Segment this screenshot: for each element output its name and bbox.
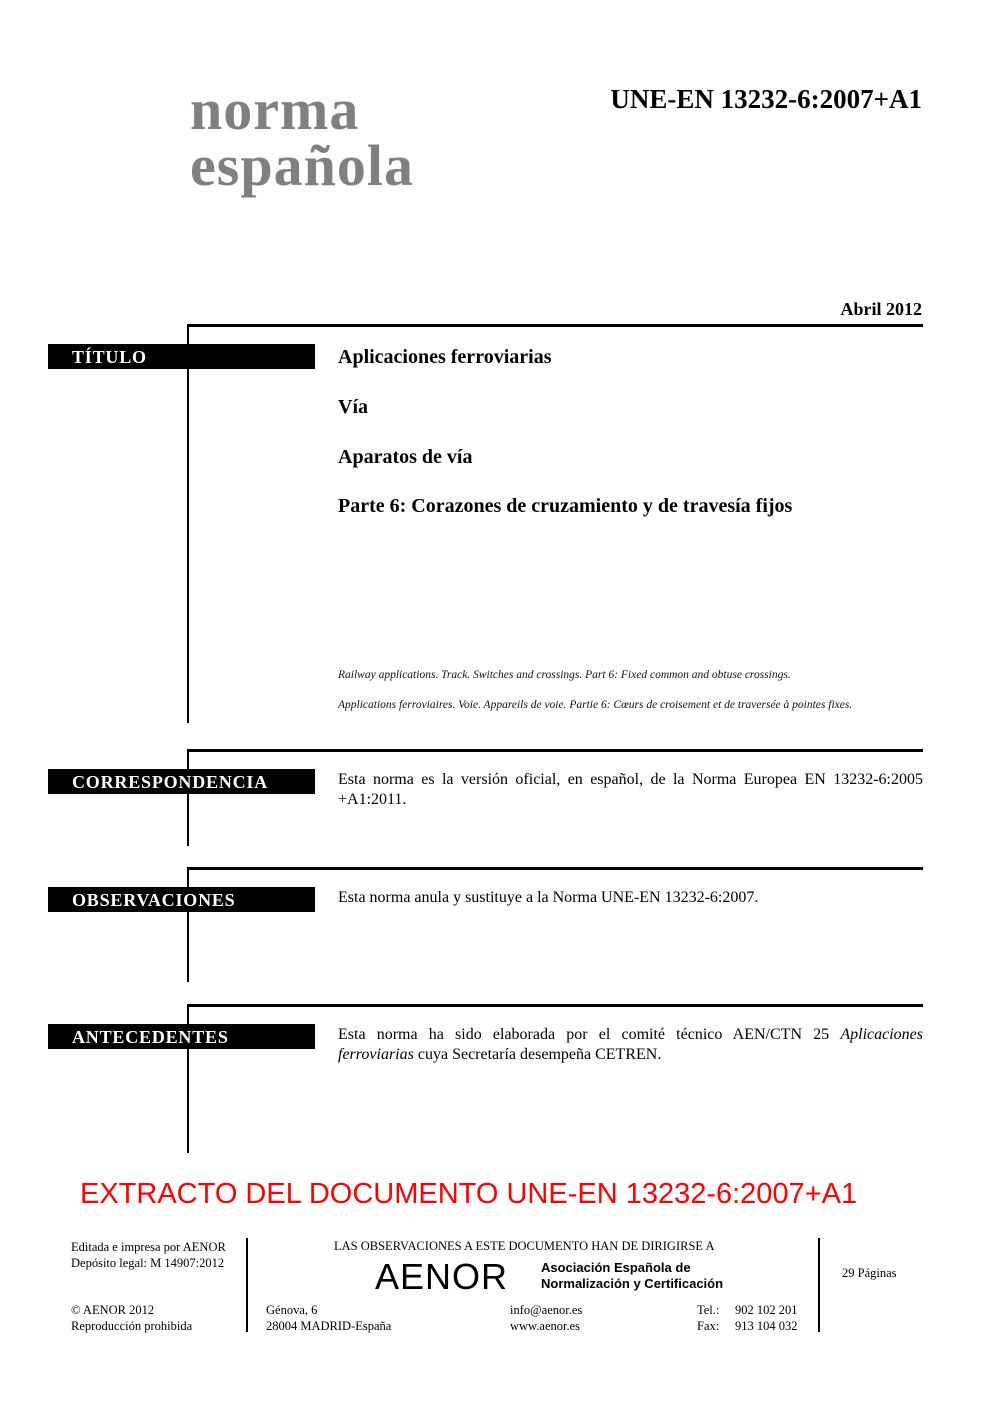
title-line-3: Aparatos de vía bbox=[338, 446, 473, 468]
title-line-2: Vía bbox=[338, 396, 368, 418]
footer-contact-links bbox=[510, 1302, 582, 1334]
correspondencia-text: Esta norma es la versión oficial, en español, de la Norma Europea EN 13232-6:2005 +A1:2011. bbox=[338, 771, 923, 808]
antecedentes-text: Esta norma ha sido elaborada por el comité técnico AEN/CTN 25 Aplicaciones ferroviarias cuya Secretaría desempeña CETREN. bbox=[338, 1026, 923, 1063]
title-line-1: Aplicaciones ferroviarias bbox=[338, 346, 552, 368]
section-vline-titulo bbox=[187, 324, 189, 723]
section-divider-titulo bbox=[187, 324, 923, 327]
footer-phone-labels: Tel.: Fax: bbox=[697, 1303, 720, 1333]
web-link[interactable]: www.aenor.es bbox=[510, 1319, 581, 1333]
publication-date: Abril 2012 bbox=[840, 299, 922, 319]
section-label-antecedentes: ANTECEDENTES bbox=[48, 1024, 315, 1049]
brand-line-2: española bbox=[190, 133, 414, 198]
footer-copyright: © AENOR 2012 Reproducción prohibida bbox=[71, 1303, 193, 1333]
aenor-logo: AENOR bbox=[375, 1256, 509, 1297]
footer-observations-note: LAS OBSERVACIONES A ESTE DOCUMENTO HAN DE DIRIGIRSE A bbox=[334, 1239, 715, 1253]
section-label-correspondencia: CORRESPONDENCIA bbox=[48, 769, 315, 794]
footer-divider-right bbox=[818, 1238, 820, 1332]
page-count: 29 Páginas bbox=[842, 1266, 897, 1280]
section-label-observaciones: OBSERVACIONES bbox=[48, 887, 315, 912]
aenor-full-name: Asociación Española de Normalización y Certificación bbox=[541, 1260, 724, 1291]
section-divider-correspondencia bbox=[187, 749, 923, 752]
antecedentes-committee-italic: Aplicaciones ferroviarias bbox=[338, 1026, 923, 1063]
brand-line-1: norma bbox=[190, 77, 360, 142]
english-title: Railway applications. Track. Switches and crossings. Part 6: Fixed common and obtuse crossings. bbox=[338, 669, 791, 681]
section-divider-observaciones bbox=[187, 867, 923, 870]
extract-watermark: EXTRACTO DEL DOCUMENTO UNE-EN 13232-6:2007+A1 bbox=[80, 1178, 858, 1210]
title-line-4: Parte 6: Corazones de cruzamiento y de travesía fijos bbox=[338, 495, 793, 517]
footer-address: Génova, 6 28004 MADRID-España bbox=[266, 1303, 392, 1333]
section-label-titulo: TÍTULO bbox=[48, 344, 315, 369]
observaciones-text: Esta norma anula y sustituye a la Norma UNE-EN 13232-6:2007. bbox=[338, 889, 759, 906]
brand-title bbox=[190, 77, 414, 198]
section-vline-correspondencia bbox=[187, 749, 189, 846]
french-title: Applications ferroviaires. Voie. Appareils de voie. Partie 6: Cœurs de croisement et de traversée à pointes fixes. bbox=[338, 699, 853, 711]
footer-phone-numbers: 902 102 201 913 104 032 bbox=[735, 1303, 798, 1333]
section-divider-antecedentes bbox=[187, 1004, 923, 1007]
footer-divider-left bbox=[246, 1238, 248, 1332]
footer-publisher: Editada e impresa por AENOR Depósito legal: M 14907:2012 bbox=[71, 1240, 226, 1270]
standard-code: UNE-EN 13232-6:2007+A1 bbox=[610, 84, 922, 114]
email-link[interactable]: info@aenor.es bbox=[510, 1303, 583, 1317]
section-vline-observaciones bbox=[187, 867, 189, 982]
